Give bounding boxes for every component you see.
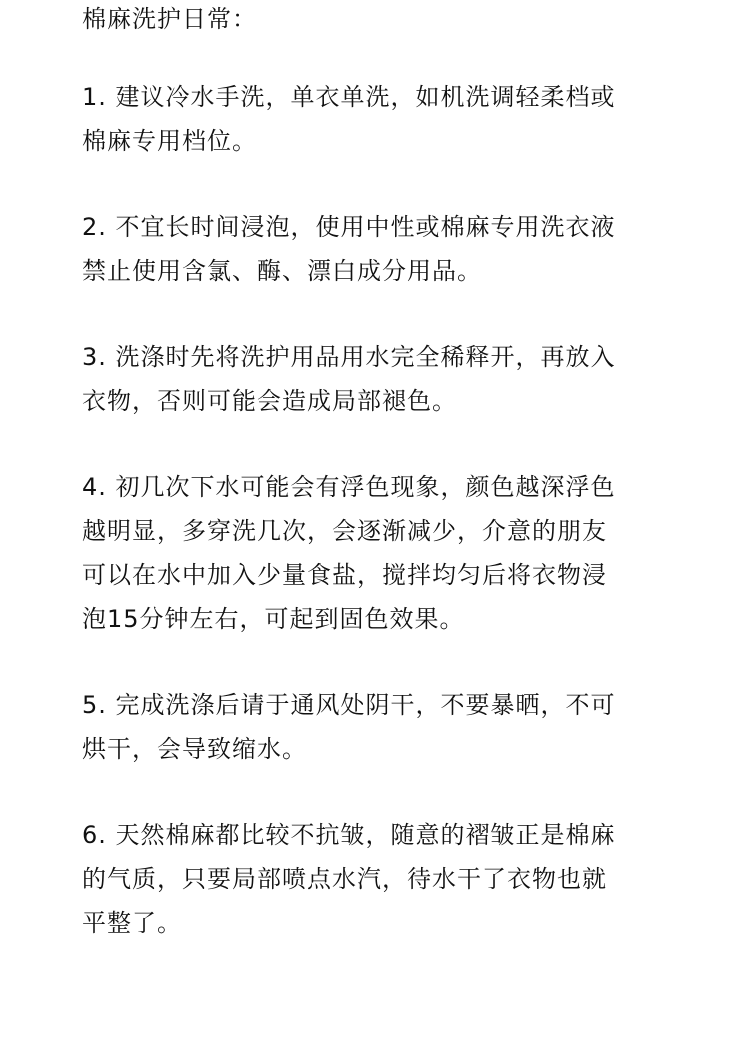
instruction-item-4 — [82, 465, 682, 641]
instruction-line: 的气质，只要局部喷点水汽，待水干了衣物也就 — [82, 865, 607, 893]
instruction-line: 5. 完成洗涤后请于通风处阴干，不要暴晒，不可 — [82, 691, 616, 719]
instruction-line: 禁止使用含氯、酶、漂白成分用品。 — [82, 257, 482, 285]
instruction-line: 泡15分钟左右，可起到固色效果。 — [82, 605, 465, 633]
instruction-line: 可以在水中加入少量食盐，搅拌均匀后将衣物浸 — [82, 561, 607, 589]
instruction-item-1 — [82, 75, 682, 163]
page-title: 棉麻洗护日常： — [82, 5, 257, 33]
instruction-item-2 — [82, 205, 682, 293]
instruction-item-3 — [82, 335, 682, 423]
instruction-item-6 — [82, 813, 682, 945]
instruction-line: 越明显，多穿洗几次，会逐渐减少，介意的朋友 — [82, 517, 607, 545]
care-instructions — [82, 0, 682, 945]
instruction-item-5 — [82, 683, 682, 771]
instruction-line: 4. 初几次下水可能会有浮色现象，颜色越深浮色 — [82, 473, 616, 501]
instruction-line: 棉麻专用档位。 — [82, 127, 257, 155]
instruction-line: 平整了。 — [82, 909, 182, 937]
instruction-line: 6. 天然棉麻都比较不抗皱，随意的褶皱正是棉麻 — [82, 821, 616, 849]
instruction-line: 1. 建议冷水手洗，单衣单洗，如机洗调轻柔档或 — [82, 83, 616, 111]
instruction-line: 3. 洗涤时先将洗护用品用水完全稀释开，再放入 — [82, 343, 616, 371]
instruction-line: 2. 不宜长时间浸泡，使用中性或棉麻专用洗衣液 — [82, 213, 616, 241]
instruction-line: 烘干，会导致缩水。 — [82, 735, 307, 763]
instruction-line: 衣物，否则可能会造成局部褪色。 — [82, 387, 457, 415]
instruction-list — [82, 75, 682, 945]
